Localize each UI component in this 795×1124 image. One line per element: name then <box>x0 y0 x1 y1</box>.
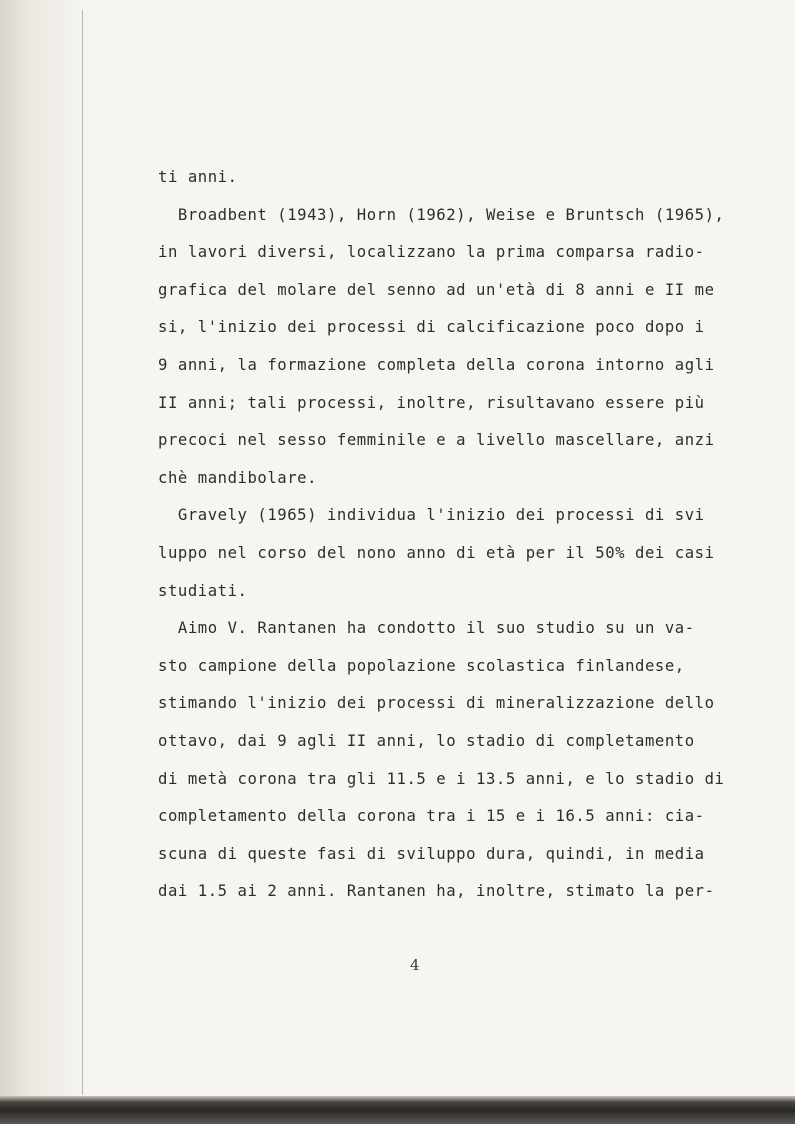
text-line: luppo nel corso del nono anno di età per il 50% dei casi <box>158 543 715 562</box>
text-line: dai 1.5 ai 2 anni. Rantanen ha, inoltre, stimato la per- <box>158 882 715 901</box>
text-line: di metà corona tra gli 11.5 e i 13.5 anni, e lo stadio di <box>158 769 725 788</box>
text-line: 9 anni, la formazione completa della corona intorno agli <box>158 355 715 374</box>
text-line: II anni; tali processi, inoltre, risultavano essere più <box>158 393 705 412</box>
text-line: scuna di queste fasi di sviluppo dura, quindi, in media <box>158 844 705 863</box>
text-line: stimando l'inizio dei processi di mineralizzazione dello <box>158 694 715 713</box>
text-line: Broadbent (1943), Horn (1962), Weise e Bruntsch (1965), <box>158 205 725 224</box>
text-line: completamento della corona tra i 15 e i 16.5 anni: cia- <box>158 807 705 826</box>
text-line: si, l'inizio dei processi di calcificazione poco dopo i <box>158 318 705 337</box>
text-line: Aimo V. Rantanen ha condotto il suo studio su un va- <box>158 619 695 638</box>
text-line: chè mandibolare. <box>158 468 318 487</box>
scan-bottom-edge <box>0 1096 795 1124</box>
page-number: 4 <box>410 956 420 974</box>
text-line: Gravely (1965) individua l'inizio dei processi di svi <box>158 506 705 525</box>
text-line: studiati. <box>158 581 248 600</box>
page-edge-shadow <box>0 0 84 1124</box>
text-line: precoci nel sesso femminile e a livello mascellare, anzi <box>158 431 715 450</box>
text-line: ottavo, dai 9 agli II anni, lo stadio di completamento <box>158 731 695 750</box>
text-line: ti anni. <box>158 168 238 186</box>
text-line: grafica del molare del senno ad un'età di 8 anni e II me <box>158 280 715 299</box>
binding-line <box>82 10 83 1095</box>
text-line: sto campione della popolazione scolastica finlandese, <box>158 656 685 675</box>
text-line: in lavori diversi, localizzano la prima comparsa radio- <box>158 243 705 262</box>
body-text <box>158 159 725 911</box>
